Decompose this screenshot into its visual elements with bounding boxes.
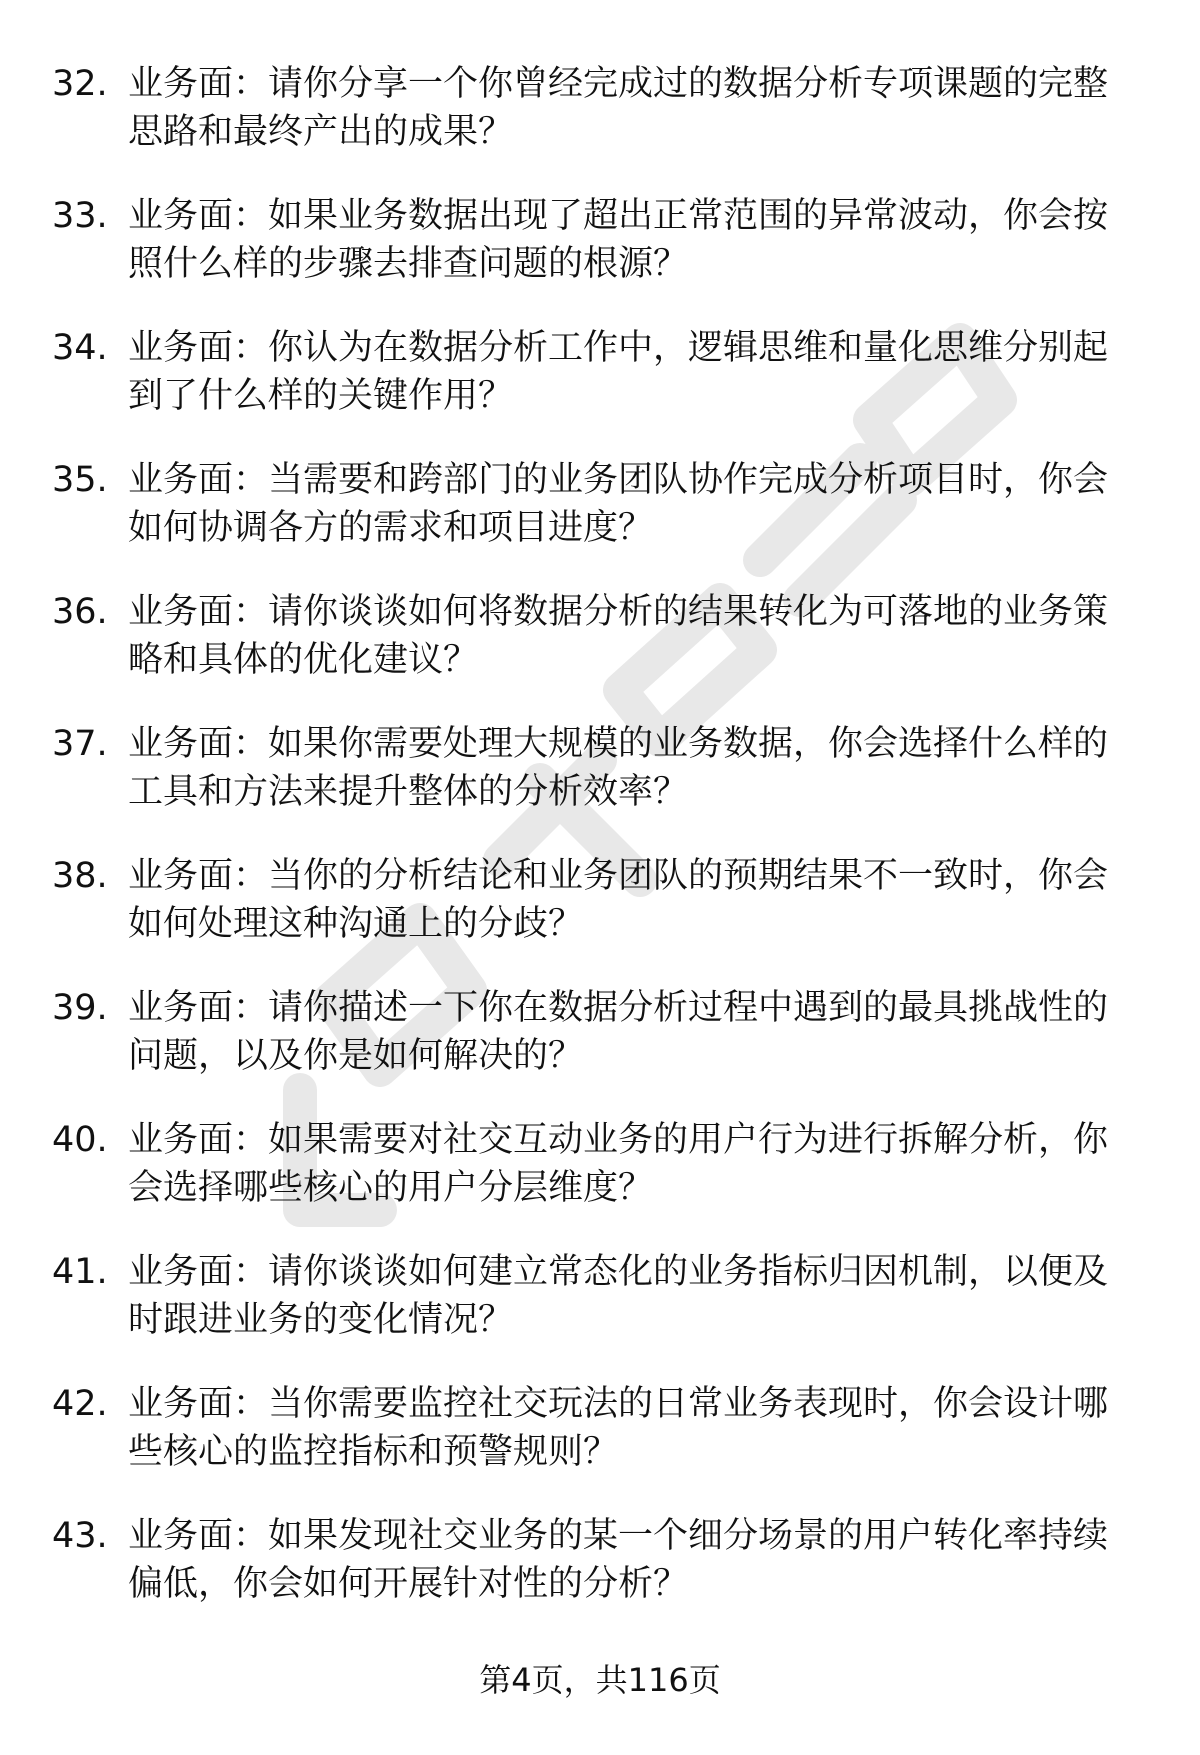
question-item (0, 188, 1200, 320)
question-item (0, 1376, 1200, 1508)
question-text: 业务面：当你需要监控社交玩法的日常业务表现时，你会设计哪些核心的监控指标和预警规则？ (128, 1384, 1109, 1472)
page-number-footer: 第4页，共116页 (479, 1661, 721, 1699)
question-text: 业务面：如果需要对社交互动业务的用户行为进行拆解分析，你会选择哪些核心的用户分层维度？ (128, 1120, 1109, 1208)
question-text: 业务面：请你谈谈如何建立常态化的业务指标归因机制，以便及时跟进业务的变化情况？ (128, 1252, 1109, 1340)
question-number: 40. (52, 1120, 108, 1160)
question-text: 业务面：请你谈谈如何将数据分析的结果转化为可落地的业务策略和具体的优化建议？ (128, 592, 1109, 680)
question-item (0, 848, 1200, 980)
question-item (0, 1244, 1200, 1376)
question-text: 业务面：如果业务数据出现了超出正常范围的异常波动，你会按照什么样的步骤去排查问题的根源？ (128, 196, 1109, 284)
question-text: 业务面：请你分享一个你曾经完成过的数据分析专项课题的完整思路和最终产出的成果？ (128, 64, 1109, 152)
question-item (0, 452, 1200, 584)
question-number: 39. (52, 988, 108, 1028)
question-item (0, 980, 1200, 1112)
question-number: 34. (52, 328, 108, 368)
question-text: 业务面：当你的分析结论和业务团队的预期结果不一致时，你会如何处理这种沟通上的分歧？ (128, 856, 1109, 944)
question-text: 业务面：请你描述一下你在数据分析过程中遇到的最具挑战性的问题，以及你是如何解决的？ (128, 988, 1109, 1076)
question-number: 36. (52, 592, 108, 632)
question-item (0, 320, 1200, 452)
question-list (0, 56, 1200, 1640)
question-number: 37. (52, 724, 108, 764)
question-item (0, 1112, 1200, 1244)
question-text: 业务面：你认为在数据分析工作中，逻辑思维和量化思维分别起到了什么样的关键作用？ (128, 328, 1109, 416)
question-number: 38. (52, 856, 108, 896)
question-number: 35. (52, 460, 108, 500)
question-number: 33. (52, 196, 108, 236)
question-number: 42. (52, 1384, 108, 1424)
question-item (0, 56, 1200, 188)
question-item (0, 716, 1200, 848)
question-text: 业务面：如果你需要处理大规模的业务数据，你会选择什么样的工具和方法来提升整体的分析效率？ (128, 724, 1109, 812)
question-item (0, 584, 1200, 716)
question-number: 43. (52, 1516, 108, 1556)
question-item (0, 1508, 1200, 1640)
question-number: 41. (52, 1252, 108, 1292)
question-number: 32. (52, 64, 108, 104)
question-text: 业务面：如果发现社交业务的某一个细分场景的用户转化率持续偏低，你会如何开展针对性的分析？ (128, 1516, 1109, 1604)
question-text: 业务面：当需要和跨部门的业务团队协作完成分析项目时，你会如何协调各方的需求和项目进度？ (128, 460, 1109, 548)
